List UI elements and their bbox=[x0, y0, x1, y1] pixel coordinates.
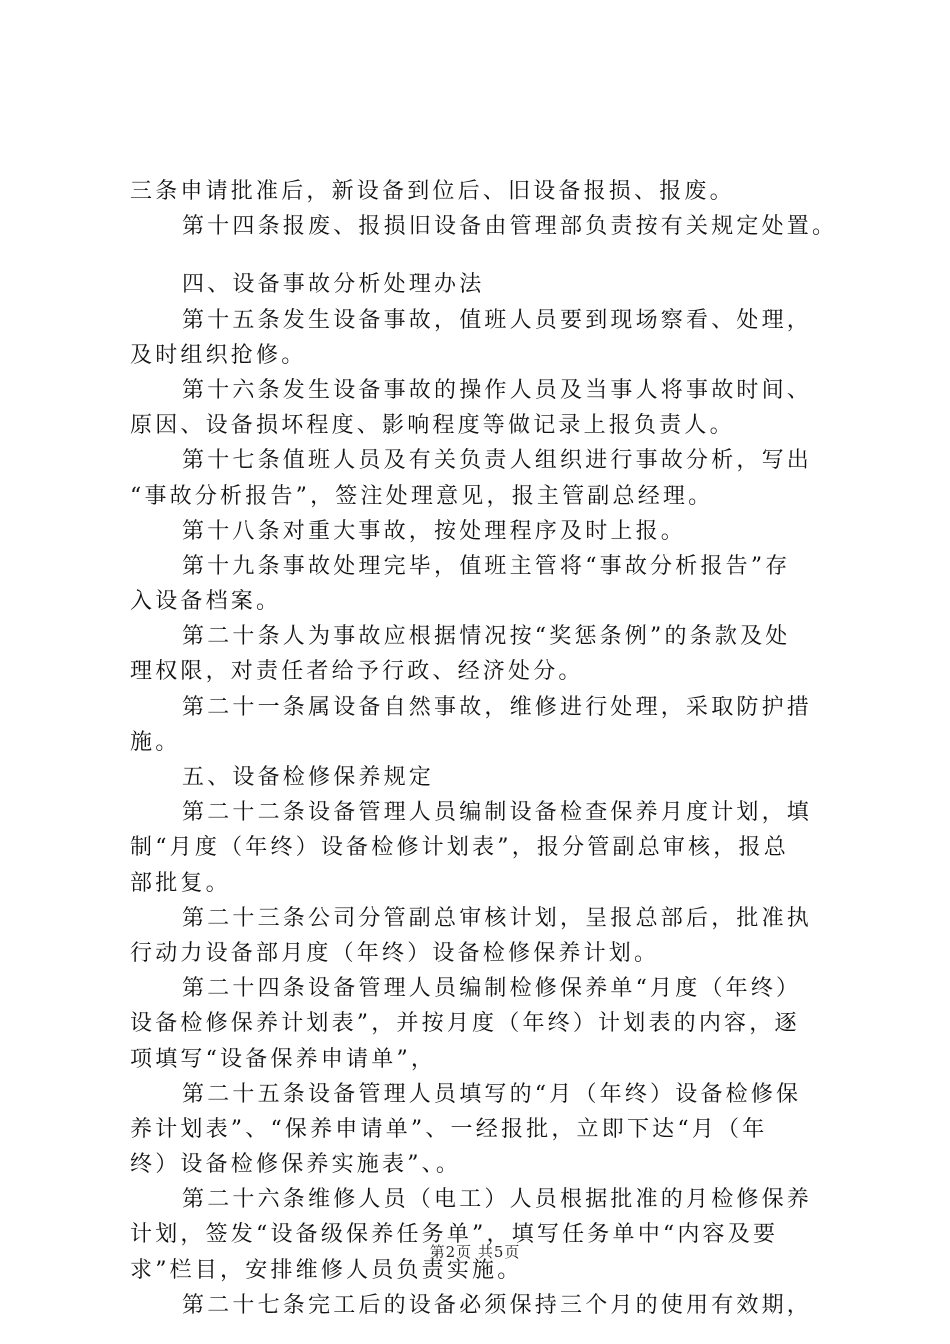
page-footer bbox=[0, 1241, 950, 1262]
text-line: “事故分析报告”，签注处理意见，报主管副总经理。 bbox=[130, 483, 714, 509]
text-line: 理权限，对责任者给予行政、经济处分。 bbox=[130, 659, 584, 685]
text-line: 及时组织抢修。 bbox=[130, 342, 307, 368]
text-line: 第十七条值班人员及有关负责人组织进行事故分析，写出 bbox=[182, 448, 813, 474]
text-line: 第十八条对重大事故，按处理程序及时上报。 bbox=[182, 518, 687, 544]
text-line: 养计划表”、“保养申请单”、一经报批，立即下达“月（年 bbox=[130, 1116, 768, 1142]
text-line: 项填写“设备保养申请单”， bbox=[130, 1046, 437, 1072]
text-line: 第二十六条维修人员（电工）人员根据批准的月检修保养 bbox=[182, 1187, 813, 1213]
text-line: 入设备档案。 bbox=[130, 589, 282, 615]
text-line: 计划，签发“设备级保养任务单”，填写任务单中“内容及要 bbox=[130, 1222, 779, 1248]
text-line: 第二十四条设备管理人员编制检修保养单“月度（年终） bbox=[182, 976, 802, 1002]
text-line: 终）设备检修保养实施表”、。 bbox=[130, 1152, 462, 1178]
text-line: 第二十条人为事故应根据情况按“奖惩条例”的条款及处 bbox=[182, 624, 791, 650]
text-line: 第十九条事故处理完毕，值班主管将“事故分析报告”存 bbox=[182, 553, 791, 579]
document-body bbox=[130, 174, 842, 1323]
text-line: 第二十二条设备管理人员编制设备检查保养月度计划，填 bbox=[182, 800, 813, 826]
text-line: 三条申请批准后，新设备到位后、旧设备报损、报废。 bbox=[130, 179, 735, 204]
paragraph-gap bbox=[130, 244, 842, 267]
text-line: 设备检修保养计划表”，并按月度（年终）计划表的内容，逐 bbox=[130, 1011, 800, 1037]
section-heading: 四、设备事故分析处理办法 bbox=[182, 272, 485, 298]
text-line: 制“月度（年终）设备检修计划表”，报分管副总审核，报总 bbox=[130, 835, 789, 861]
text-line: 第二十五条设备管理人员填写的“月（年终）设备检修保 bbox=[182, 1081, 802, 1107]
text-line: 求”栏目，安排维修人员负责实施。 bbox=[130, 1257, 523, 1283]
text-line: 第二十七条完工后的设备必须保持三个月的使用有效期， bbox=[182, 1292, 813, 1318]
text-line: 原因、设备损坏程度、影响程度等做记录上报负责人。 bbox=[130, 413, 735, 439]
text-line: 施。 bbox=[130, 729, 181, 755]
text-line: 第二十三条公司分管副总审核计划，呈报总部后，批准执 bbox=[182, 905, 813, 931]
text-line: 第十四条报废、报损旧设备由管理部负责按有关规定处置。 bbox=[182, 214, 838, 240]
section-heading: 五、设备检修保养规定 bbox=[182, 765, 435, 790]
page-number: 第2页 共5页 bbox=[429, 1243, 521, 1261]
text-line: 第二十一条属设备自然事故，维修进行处理，采取防护措 bbox=[182, 694, 813, 720]
text-line: 第十六条发生设备事故的操作人员及当事人将事故时间、 bbox=[182, 377, 813, 403]
text-line: 部批复。 bbox=[130, 870, 231, 896]
text-line: 行动力设备部月度（年终）设备检修保养计划。 bbox=[130, 940, 660, 966]
text-line: 第十五条发生设备事故，值班人员要到现场察看、处理， bbox=[182, 307, 813, 333]
